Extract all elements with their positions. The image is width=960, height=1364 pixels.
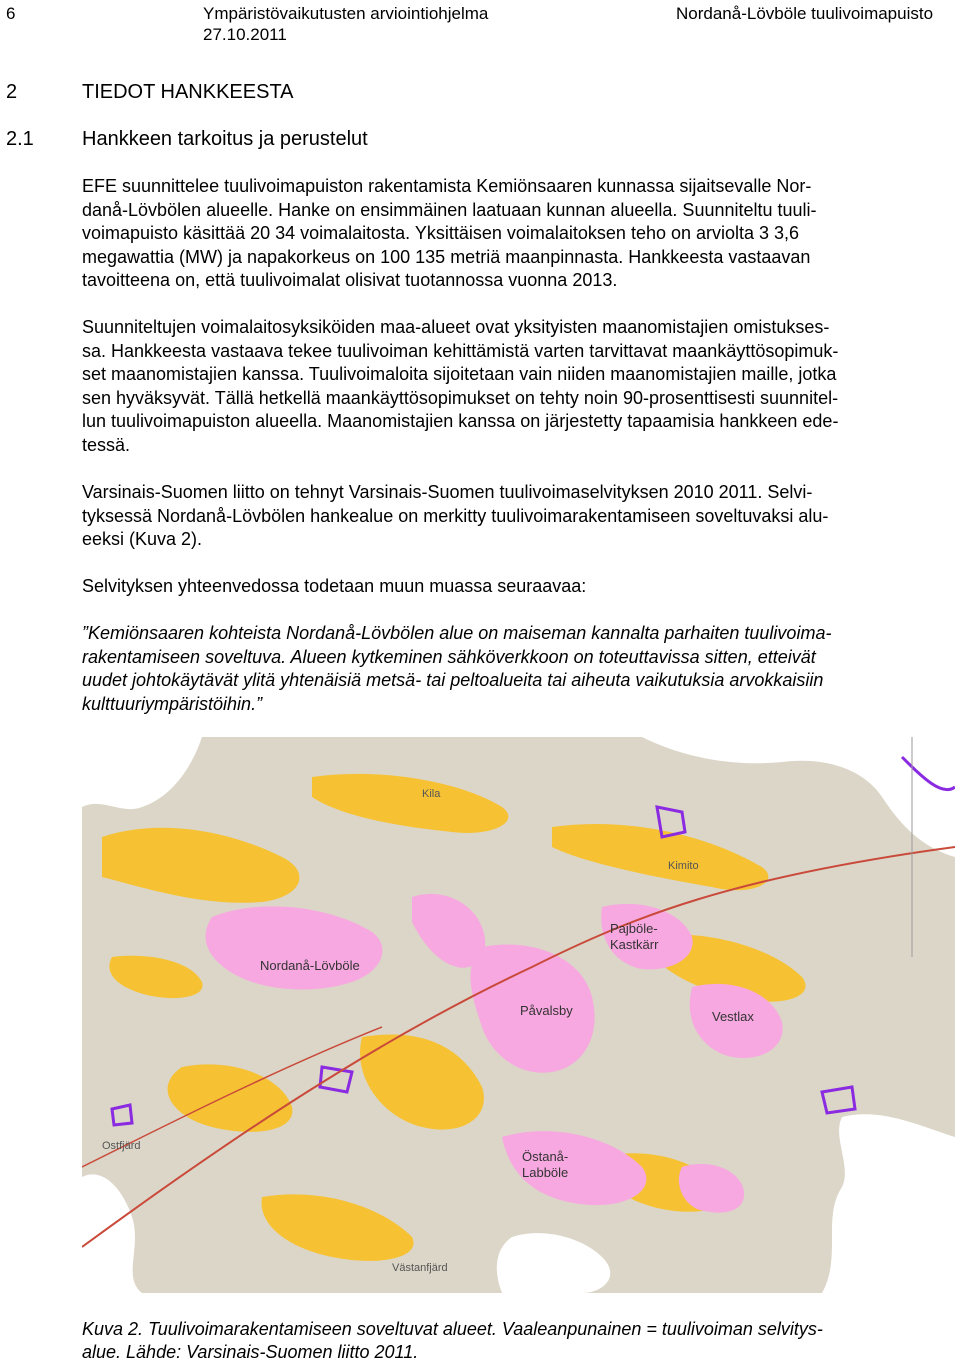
wind-suitability-map [82, 737, 955, 1293]
subsection-number: 2.1 [6, 128, 34, 150]
section-number: 2 [6, 81, 18, 103]
caption-line: Kuva 2. Tuulivoimarakentamiseen soveltuvat alueet. Vaaleanpunainen = tuulivoiman selvitys- [82, 1319, 823, 1339]
text-line: set maanomistajien kanssa. Tuulivoimaloita sijoitetaan vain niiden maanomistajien maille, jotka [82, 364, 837, 384]
text-line: tyksessä Nordanå-Lövbölen hankealue on merkitty tuulivoimarakentamiseen soveltuvaksi alu- [82, 505, 829, 526]
map-label-vastanfjard: Västanfjärd [392, 1262, 448, 1274]
text-line: megawattia (MW) ja napakorkeus on 100 135 metriä maanpinnasta. Hankkeesta vastaavan [82, 246, 811, 267]
text-line: voimapuisto käsittää 20 34 voimalaitosta. Yksittäisen voimalaitoksen teho on arviolta 3 3,6 [82, 223, 800, 243]
map-label-ostana: Östanå- [522, 1149, 569, 1164]
map-water [822, 1114, 955, 1293]
paragraph-summary-intro [82, 575, 948, 599]
section-title: TIEDOT HANKKEESTA [82, 81, 294, 103]
text-line: lun tuulivoimapuiston alueella. Maanomistajien kanssa on järjestetty tapaamisia hankkeen ede- [82, 411, 839, 431]
text-line: Varsinais-Suomen liitto on tehnyt Varsinais-Suomen tuulivoimaselvityksen 2010 2011. Selvi- [82, 482, 813, 502]
map-label-labbole: Labböle [522, 1165, 569, 1180]
text-line: danå-Lövbölen alueelle. Hanke on ensimmäinen laatuaan kunnan alueella. Suunniteltu tuuli- [82, 199, 817, 220]
text-line: tessä. [82, 434, 131, 455]
quote-line: ”Kemiönsaaren kohteista Nordanå-Lövbölen alue on maiseman kannalta parhaiten tuulivoima- [82, 623, 832, 643]
document-title: Ympäristövaikutusten arviointiohjelma [203, 4, 489, 23]
text-line: EFE suunnittelee tuulivoimapuiston rakentamista Kemiönsaaren kunnassa sijaitsevalle Nor- [82, 176, 812, 196]
paragraph-regional-study [82, 481, 948, 552]
map-label-ostfjard: Ostfjärd [102, 1140, 141, 1152]
map-label-kimito: Kimito [668, 860, 699, 872]
quote-line: rakentamiseen soveltuva. Alueen kytkeminen sähköverkkoon on toteuttavissa sitten, etteivät [82, 646, 816, 667]
quote-line: uudet johtokäytävät ylitä yhtenäisiä metsä- tai peltoalueita tai aiheuta vaikutuksia arvokkaisiin [82, 670, 824, 690]
quote-block [82, 622, 948, 716]
figure-caption [82, 1318, 948, 1364]
section-heading [6, 80, 294, 104]
quote-line: kulttuuriympäristöihin.” [82, 693, 263, 714]
document-date: 27.10.2011 [203, 25, 287, 44]
caption-line: alue. Lähde: Varsinais-Suomen liitto 2011. [82, 1342, 419, 1362]
subsection-heading [6, 127, 368, 151]
page-number: 6 [6, 4, 16, 23]
map-figure [82, 737, 955, 1293]
map-label-vestlax: Vestlax [712, 1009, 754, 1024]
map-label-nordana: Nordanå-Lövböle [260, 958, 360, 973]
text-line: tavoitteena on, että tuulivoimalat olisivat tuotannossa vuonna 2013. [82, 270, 618, 290]
paragraph-intro [82, 175, 948, 293]
text-line: Suunniteltujen voimalaitosyksiköiden maa-alueet ovat yksityisten maanomistajien omistukses- [82, 317, 830, 337]
text-line: Selvityksen yhteenvedossa todetaan muun muassa seuraavaa: [82, 576, 587, 596]
subsection-title: Hankkeen tarkoitus ja perustelut [82, 128, 368, 150]
map-label-pavalsby: Påvalsby [520, 1003, 573, 1018]
text-line: sen hyväksyvät. Tällä hetkellä maankäyttösopimukset on tehty noin 90-prosenttisesti suunnitel- [82, 387, 839, 408]
map-label-pajbole: Pajböle- [610, 921, 658, 936]
text-line: eeksi (Kuva 2). [82, 529, 203, 549]
text-line: sa. Hankkeesta vastaava tekee tuulivoiman kehittämistä varten tarvittavat maankäyttösopimuk- [82, 340, 839, 361]
map-label-kastkarr: Kastkärr [610, 937, 659, 952]
map-label-kila: Kila [422, 788, 441, 800]
project-name: Nordanå-Lövböle tuulivoimapuisto [676, 4, 934, 23]
paragraph-landowners [82, 316, 948, 457]
